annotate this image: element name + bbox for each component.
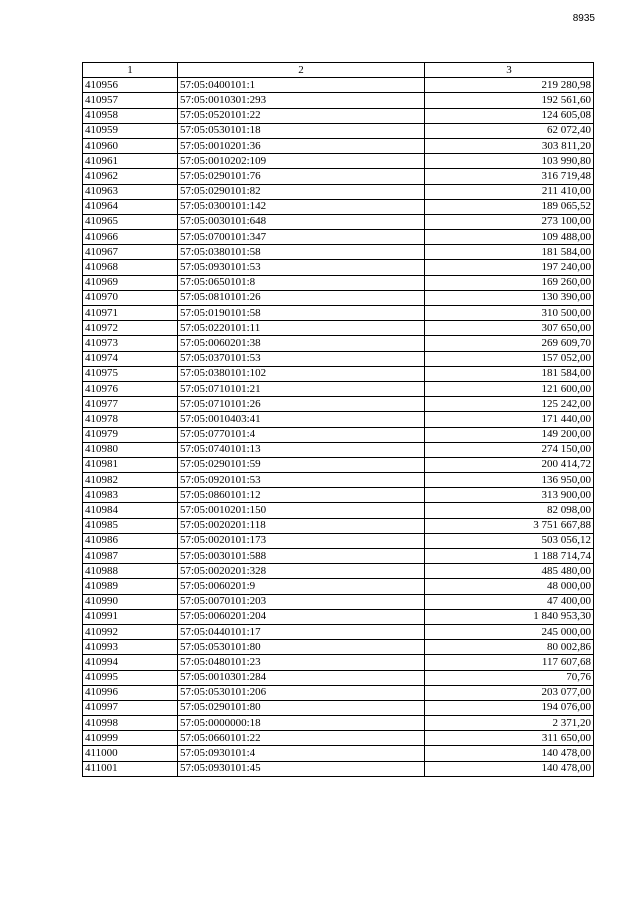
cadastral-number-cell: 57:05:0930101:45	[178, 761, 425, 776]
table-row	[83, 716, 594, 731]
row-id-cell: 410971	[83, 306, 178, 321]
column-header-1: 1	[83, 63, 178, 78]
amount-cell: 192 561,60	[425, 93, 594, 108]
row-id-cell: 410994	[83, 655, 178, 670]
table-row	[83, 108, 594, 123]
amount-cell: 303 811,20	[425, 138, 594, 153]
header-row	[83, 63, 594, 78]
row-id-cell: 410997	[83, 700, 178, 715]
row-id-cell: 410991	[83, 609, 178, 624]
cadastral-number-cell: 57:05:0860101:12	[178, 488, 425, 503]
row-id-cell: 410983	[83, 488, 178, 503]
row-id-cell: 410966	[83, 230, 178, 245]
cadastral-number-cell: 57:05:0740101:13	[178, 442, 425, 457]
cadastral-number-cell: 57:05:0930101:4	[178, 746, 425, 761]
cadastral-number-cell: 57:05:0010201:150	[178, 503, 425, 518]
cadastral-number-cell: 57:05:0000000:18	[178, 716, 425, 731]
amount-cell: 109 488,00	[425, 230, 594, 245]
amount-cell: 3 751 667,88	[425, 518, 594, 533]
cadastral-number-cell: 57:05:0440101:17	[178, 624, 425, 639]
row-id-cell: 410961	[83, 154, 178, 169]
table-row	[83, 670, 594, 685]
table-row	[83, 366, 594, 381]
row-id-cell: 410979	[83, 427, 178, 442]
table-row	[83, 245, 594, 260]
cadastral-number-cell: 57:05:0920101:53	[178, 473, 425, 488]
table-row	[83, 351, 594, 366]
table-row	[83, 549, 594, 564]
table-row	[83, 624, 594, 639]
amount-cell: 171 440,00	[425, 412, 594, 427]
amount-cell: 169 260,00	[425, 275, 594, 290]
table-row	[83, 123, 594, 138]
table-row	[83, 564, 594, 579]
table-row	[83, 533, 594, 548]
table-row	[83, 260, 594, 275]
table-row	[83, 412, 594, 427]
table-row	[83, 336, 594, 351]
table-row	[83, 731, 594, 746]
table-row	[83, 503, 594, 518]
table-row	[83, 214, 594, 229]
table-row	[83, 154, 594, 169]
cadastral-number-cell: 57:05:0060201:204	[178, 609, 425, 624]
amount-cell: 157 052,00	[425, 351, 594, 366]
amount-cell: 117 607,68	[425, 655, 594, 670]
amount-cell: 245 000,00	[425, 624, 594, 639]
table-row	[83, 290, 594, 305]
cadastral-number-cell: 57:05:0370101:53	[178, 351, 425, 366]
row-id-cell: 410963	[83, 184, 178, 199]
cadastral-number-cell: 57:05:0480101:23	[178, 655, 425, 670]
amount-cell: 194 076,00	[425, 700, 594, 715]
row-id-cell: 410968	[83, 260, 178, 275]
amount-cell: 313 900,00	[425, 488, 594, 503]
table-row	[83, 397, 594, 412]
table-row	[83, 640, 594, 655]
cadastral-number-cell: 57:05:0030101:648	[178, 214, 425, 229]
cadastral-number-cell: 57:05:0700101:347	[178, 230, 425, 245]
amount-cell: 503 056,12	[425, 533, 594, 548]
cadastral-number-cell: 57:05:0710101:21	[178, 381, 425, 396]
amount-cell: 307 650,00	[425, 321, 594, 336]
cadastral-number-cell: 57:05:0520101:22	[178, 108, 425, 123]
cadastral-number-cell: 57:05:0010301:293	[178, 93, 425, 108]
row-id-cell: 410998	[83, 716, 178, 731]
row-id-cell: 410980	[83, 442, 178, 457]
row-id-cell: 411001	[83, 761, 178, 776]
amount-cell: 103 990,80	[425, 154, 594, 169]
table-row	[83, 761, 594, 776]
table-row	[83, 306, 594, 321]
cadastral-number-cell: 57:05:0020101:173	[178, 533, 425, 548]
table-row	[83, 321, 594, 336]
row-id-cell: 410958	[83, 108, 178, 123]
row-id-cell: 410984	[83, 503, 178, 518]
table-row	[83, 184, 594, 199]
cadastral-number-cell: 57:05:0060201:38	[178, 336, 425, 351]
cadastral-number-cell: 57:05:0290101:80	[178, 700, 425, 715]
row-id-cell: 410957	[83, 93, 178, 108]
table-row	[83, 609, 594, 624]
table-row	[83, 78, 594, 93]
amount-cell: 316 719,48	[425, 169, 594, 184]
row-id-cell: 410981	[83, 457, 178, 472]
column-header-3: 3	[425, 63, 594, 78]
table-row	[83, 442, 594, 457]
row-id-cell: 410975	[83, 366, 178, 381]
cadastral-number-cell: 57:05:0010403:41	[178, 412, 425, 427]
row-id-cell: 410970	[83, 290, 178, 305]
table-row	[83, 381, 594, 396]
table-row	[83, 579, 594, 594]
cadastral-number-cell: 57:05:0380101:58	[178, 245, 425, 260]
row-id-cell: 410999	[83, 731, 178, 746]
row-id-cell: 410993	[83, 640, 178, 655]
amount-cell: 274 150,00	[425, 442, 594, 457]
cadastral-number-cell: 57:05:0290101:76	[178, 169, 425, 184]
row-id-cell: 410965	[83, 214, 178, 229]
cadastral-number-cell: 57:05:0020201:328	[178, 564, 425, 579]
row-id-cell: 410976	[83, 381, 178, 396]
cadastral-number-cell: 57:05:0710101:26	[178, 397, 425, 412]
cadastral-number-cell: 57:05:0930101:53	[178, 260, 425, 275]
table-row	[83, 700, 594, 715]
row-id-cell: 410992	[83, 624, 178, 639]
row-id-cell: 410982	[83, 473, 178, 488]
amount-cell: 273 100,00	[425, 214, 594, 229]
table-row	[83, 199, 594, 214]
row-id-cell: 410967	[83, 245, 178, 260]
table-row	[83, 473, 594, 488]
row-id-cell: 410978	[83, 412, 178, 427]
table-row	[83, 488, 594, 503]
row-id-cell: 410986	[83, 533, 178, 548]
amount-cell: 203 077,00	[425, 685, 594, 700]
amount-cell: 200 414,72	[425, 457, 594, 472]
row-id-cell: 410995	[83, 670, 178, 685]
row-id-cell: 410962	[83, 169, 178, 184]
amount-cell: 149 200,00	[425, 427, 594, 442]
row-id-cell: 410990	[83, 594, 178, 609]
amount-cell: 48 000,00	[425, 579, 594, 594]
amount-cell: 1 840 953,30	[425, 609, 594, 624]
cadastral-number-cell: 57:05:0010201:36	[178, 138, 425, 153]
cadastral-number-cell: 57:05:0010301:284	[178, 670, 425, 685]
cadastral-number-cell: 57:05:0060201:9	[178, 579, 425, 594]
table-row	[83, 594, 594, 609]
cadastral-number-cell: 57:05:0300101:142	[178, 199, 425, 214]
row-id-cell: 410973	[83, 336, 178, 351]
amount-cell: 211 410,00	[425, 184, 594, 199]
amount-cell: 124 605,08	[425, 108, 594, 123]
row-id-cell: 410956	[83, 78, 178, 93]
cadastral-number-cell: 57:05:0290101:82	[178, 184, 425, 199]
cadastral-number-cell: 57:05:0530101:80	[178, 640, 425, 655]
table-row	[83, 169, 594, 184]
cadastral-number-cell: 57:05:0190101:58	[178, 306, 425, 321]
cadastral-number-cell: 57:05:0380101:102	[178, 366, 425, 381]
table-row	[83, 138, 594, 153]
amount-cell: 70,76	[425, 670, 594, 685]
amount-cell: 485 480,00	[425, 564, 594, 579]
row-id-cell: 410989	[83, 579, 178, 594]
amount-cell: 136 950,00	[425, 473, 594, 488]
cadastral-number-cell: 57:05:0530101:206	[178, 685, 425, 700]
cadastral-number-cell: 57:05:0810101:26	[178, 290, 425, 305]
table-row	[83, 746, 594, 761]
cadastral-number-cell: 57:05:0770101:4	[178, 427, 425, 442]
cadastral-number-cell: 57:05:0070101:203	[178, 594, 425, 609]
cadastral-number-cell: 57:05:0290101:59	[178, 457, 425, 472]
row-id-cell: 410988	[83, 564, 178, 579]
amount-cell: 2 371,20	[425, 716, 594, 731]
row-id-cell: 410960	[83, 138, 178, 153]
cadastral-number-cell: 57:05:0010202:109	[178, 154, 425, 169]
row-id-cell: 410969	[83, 275, 178, 290]
table-row	[83, 685, 594, 700]
table-row	[83, 518, 594, 533]
amount-cell: 311 650,00	[425, 731, 594, 746]
cadastral-number-cell: 57:05:0660101:22	[178, 731, 425, 746]
cadastral-number-cell: 57:05:0030101:588	[178, 549, 425, 564]
cadastral-number-cell: 57:05:0400101:1	[178, 78, 425, 93]
row-id-cell: 410985	[83, 518, 178, 533]
amount-cell: 47 400,00	[425, 594, 594, 609]
amount-cell: 189 065,52	[425, 199, 594, 214]
cadastral-number-cell: 57:05:0020201:118	[178, 518, 425, 533]
table-row	[83, 427, 594, 442]
amount-cell: 269 609,70	[425, 336, 594, 351]
amount-cell: 197 240,00	[425, 260, 594, 275]
row-id-cell: 410964	[83, 199, 178, 214]
amount-cell: 82 098,00	[425, 503, 594, 518]
table-body	[83, 78, 594, 777]
column-header-2: 2	[178, 63, 425, 78]
amount-cell: 219 280,98	[425, 78, 594, 93]
table-row	[83, 457, 594, 472]
amount-cell: 181 584,00	[425, 366, 594, 381]
amount-cell: 62 072,40	[425, 123, 594, 138]
amount-cell: 130 390,00	[425, 290, 594, 305]
row-id-cell: 411000	[83, 746, 178, 761]
table-row	[83, 275, 594, 290]
cadastral-number-cell: 57:05:0220101:11	[178, 321, 425, 336]
table-row	[83, 655, 594, 670]
cadastral-number-cell: 57:05:0530101:18	[178, 123, 425, 138]
row-id-cell: 410996	[83, 685, 178, 700]
amount-cell: 121 600,00	[425, 381, 594, 396]
table-row	[83, 93, 594, 108]
row-id-cell: 410987	[83, 549, 178, 564]
amount-cell: 140 478,00	[425, 746, 594, 761]
cadastral-number-cell: 57:05:0650101:8	[178, 275, 425, 290]
row-id-cell: 410972	[83, 321, 178, 336]
amount-cell: 1 188 714,74	[425, 549, 594, 564]
page-number: 8935	[572, 13, 595, 24]
row-id-cell: 410959	[83, 123, 178, 138]
amount-cell: 310 500,00	[425, 306, 594, 321]
amount-cell: 181 584,00	[425, 245, 594, 260]
amount-cell: 140 478,00	[425, 761, 594, 776]
row-id-cell: 410977	[83, 397, 178, 412]
amount-cell: 80 002,86	[425, 640, 594, 655]
registry-table	[82, 62, 594, 777]
table-row	[83, 230, 594, 245]
amount-cell: 125 242,00	[425, 397, 594, 412]
row-id-cell: 410974	[83, 351, 178, 366]
